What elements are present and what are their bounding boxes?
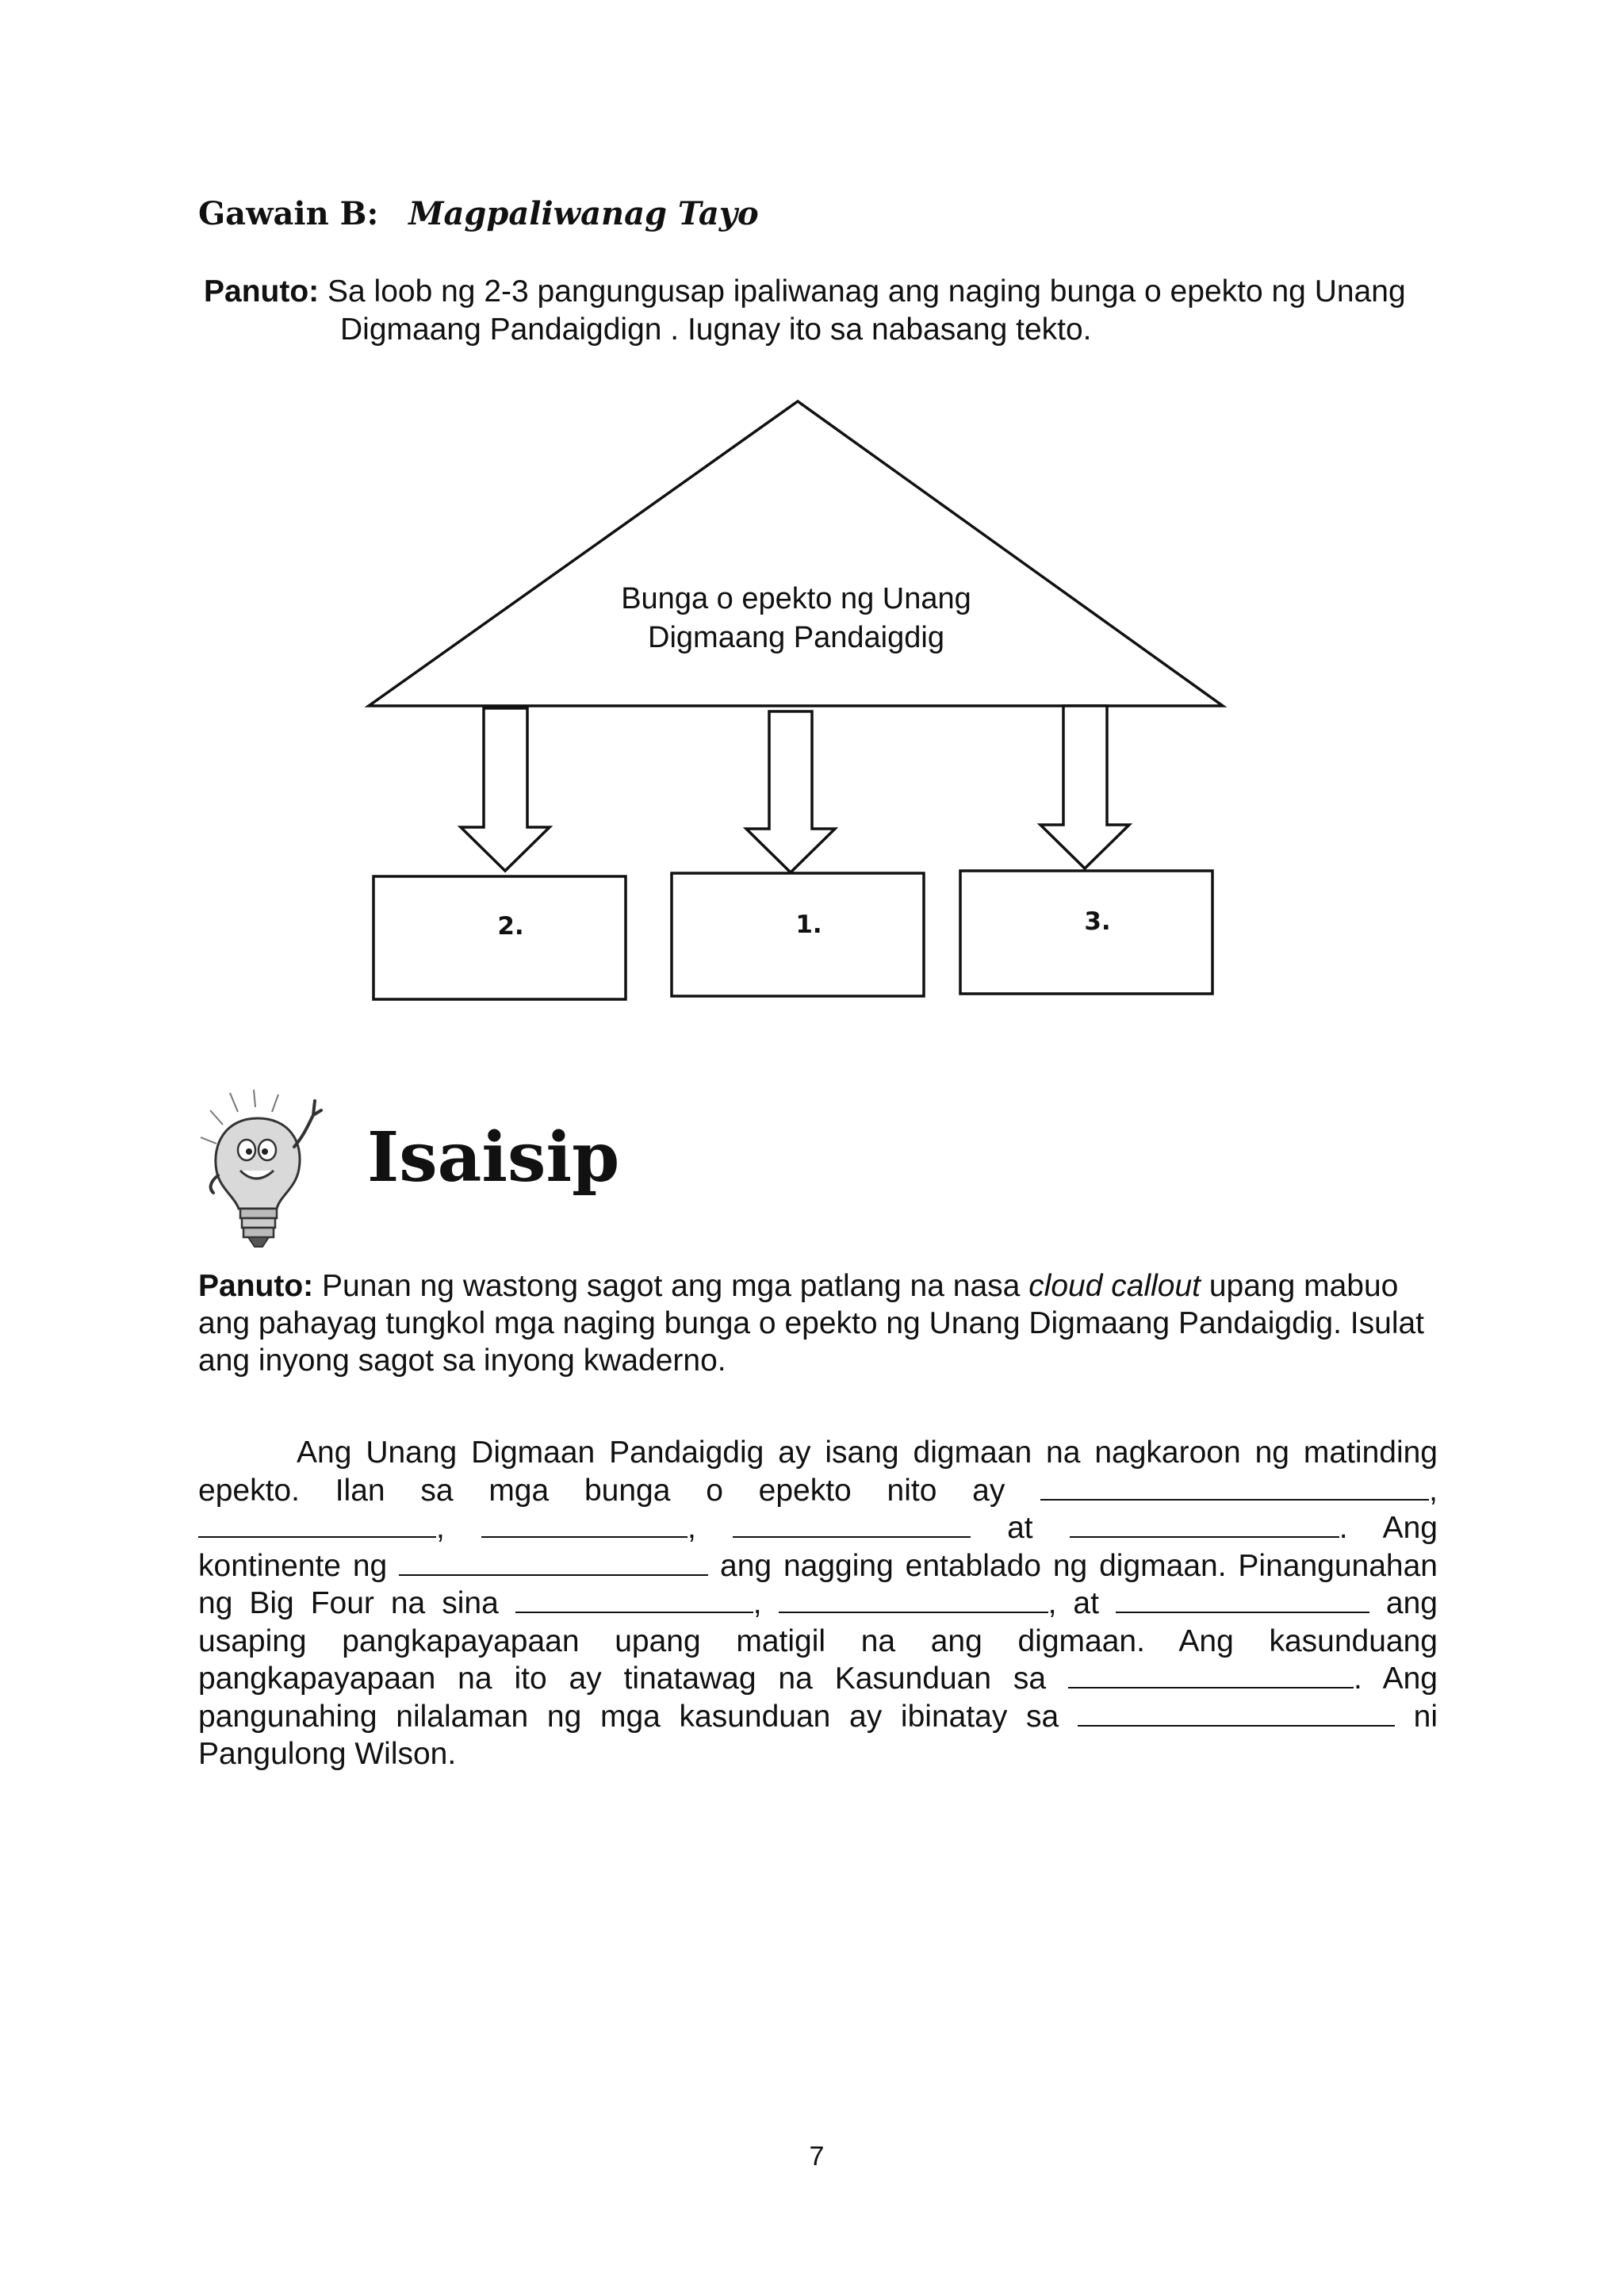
fill-in-paragraph: Ang Unang Digmaan Pandaigdig ay isang digmaan na nagkaroon ng matinding epekto. Ilan sa mga bunga o epekto nito ay , , , at . Ang kontinente ng ang nagging entablado ng digmaan. Pinangunahan ng Big Four na sina , , at ang usaping pangkapayapaan upang matigil na ang digmaan. Ang kasunduang pangkapayapaan na ito ay tinatawag na Kasunduan sa . Ang pangunahing nilalaman ng mga kasunduan ay ibinatay sa ni Pangulong Wilson.	[198, 1435, 1438, 1771]
instruction-2	[198, 1267, 1435, 1379]
paragraph-sentence-2: . Ang kontinente ng	[198, 1511, 1438, 1583]
instruction-2-text-a: Punan ng wastong sagot ang mga patlang na nasa	[322, 1269, 1029, 1303]
instruction-1-line1: Sa loob ng 2-3 pangungusap ipaliwanag ang naging bunga o epekto ng Unang	[327, 274, 1406, 309]
instruction-1-line2: Digmaang Pandaigdign . Iugnay ito sa nabasang tekto.	[340, 312, 1092, 347]
triangle-label-line2: Digmaang Pandaigdig	[648, 621, 944, 654]
down-arrow-left	[461, 708, 550, 871]
answer-blank-7[interactable]	[515, 1585, 753, 1613]
activity-label: Gawain B:	[198, 195, 379, 232]
paragraph-sentence-4: ang usaping pangkapayapaan upang matigil na ang digmaan. Ang kasunduang pangkapayapaan na ito ay tinatawag na Kasunduan sa	[198, 1586, 1438, 1696]
activity-title: Magpaliwanag Tayo	[408, 195, 759, 232]
answer-blank-5[interactable]	[1070, 1509, 1339, 1538]
answer-blank-8[interactable]	[779, 1585, 1048, 1613]
paragraph-sentence-3: ang nagging entablado ng digmaan. Pinangunahan ng Big Four na sina	[198, 1548, 1438, 1620]
down-arrow-middle	[746, 711, 835, 872]
answer-box-1-number: 1.	[795, 910, 822, 939]
instruction-2-emphasis: cloud callout	[1028, 1269, 1201, 1303]
instruction-1-label: Panuto:	[204, 274, 320, 309]
answer-blank-4[interactable]	[733, 1509, 971, 1538]
instruction-2-text-b: upang mabuo ang pahayag tungkol mga naging bunga o epekto ng Unang Digmaang Pandaigdig. Isulat ang inyong sagot sa inyong kwaderno.	[198, 1269, 1425, 1378]
down-arrow-right	[1040, 706, 1129, 868]
answer-blank-3[interactable]	[481, 1509, 688, 1538]
lightbulb-mascot-icon	[194, 1088, 333, 1251]
answer-blank-11[interactable]	[1078, 1698, 1395, 1727]
answer-box-2-number: 2.	[497, 912, 524, 941]
paragraph-sentence-6: ni Pangulong Wilson.	[198, 1699, 1438, 1771]
triangle-shape	[369, 401, 1223, 706]
answer-blank-10[interactable]	[1068, 1660, 1354, 1688]
triangle-label-line1: Bunga o epekto ng Unang	[621, 582, 971, 615]
answer-blank-6[interactable]	[399, 1547, 708, 1576]
section-title: Isaisip	[367, 1117, 620, 1198]
page-number: 7	[809, 2141, 825, 2171]
paragraph-sentence-1: Ang Unang Digmaan Pandaigdig ay isang digmaan na nagkaroon ng matinding epekto. Ilan sa mga bunga o epekto nito ay	[198, 1435, 1438, 1508]
answer-blank-2[interactable]	[198, 1509, 436, 1538]
effects-diagram	[0, 0, 1624, 1031]
paragraph-sentence-5: . Ang pangunahing nilalaman ng mga kasunduan ay ibinatay sa	[198, 1662, 1438, 1734]
answer-box-3-number: 3.	[1084, 907, 1111, 936]
answer-blank-1[interactable]	[1040, 1472, 1429, 1501]
answer-blank-9[interactable]	[1116, 1585, 1369, 1613]
instruction-2-label: Panuto:	[198, 1269, 314, 1303]
